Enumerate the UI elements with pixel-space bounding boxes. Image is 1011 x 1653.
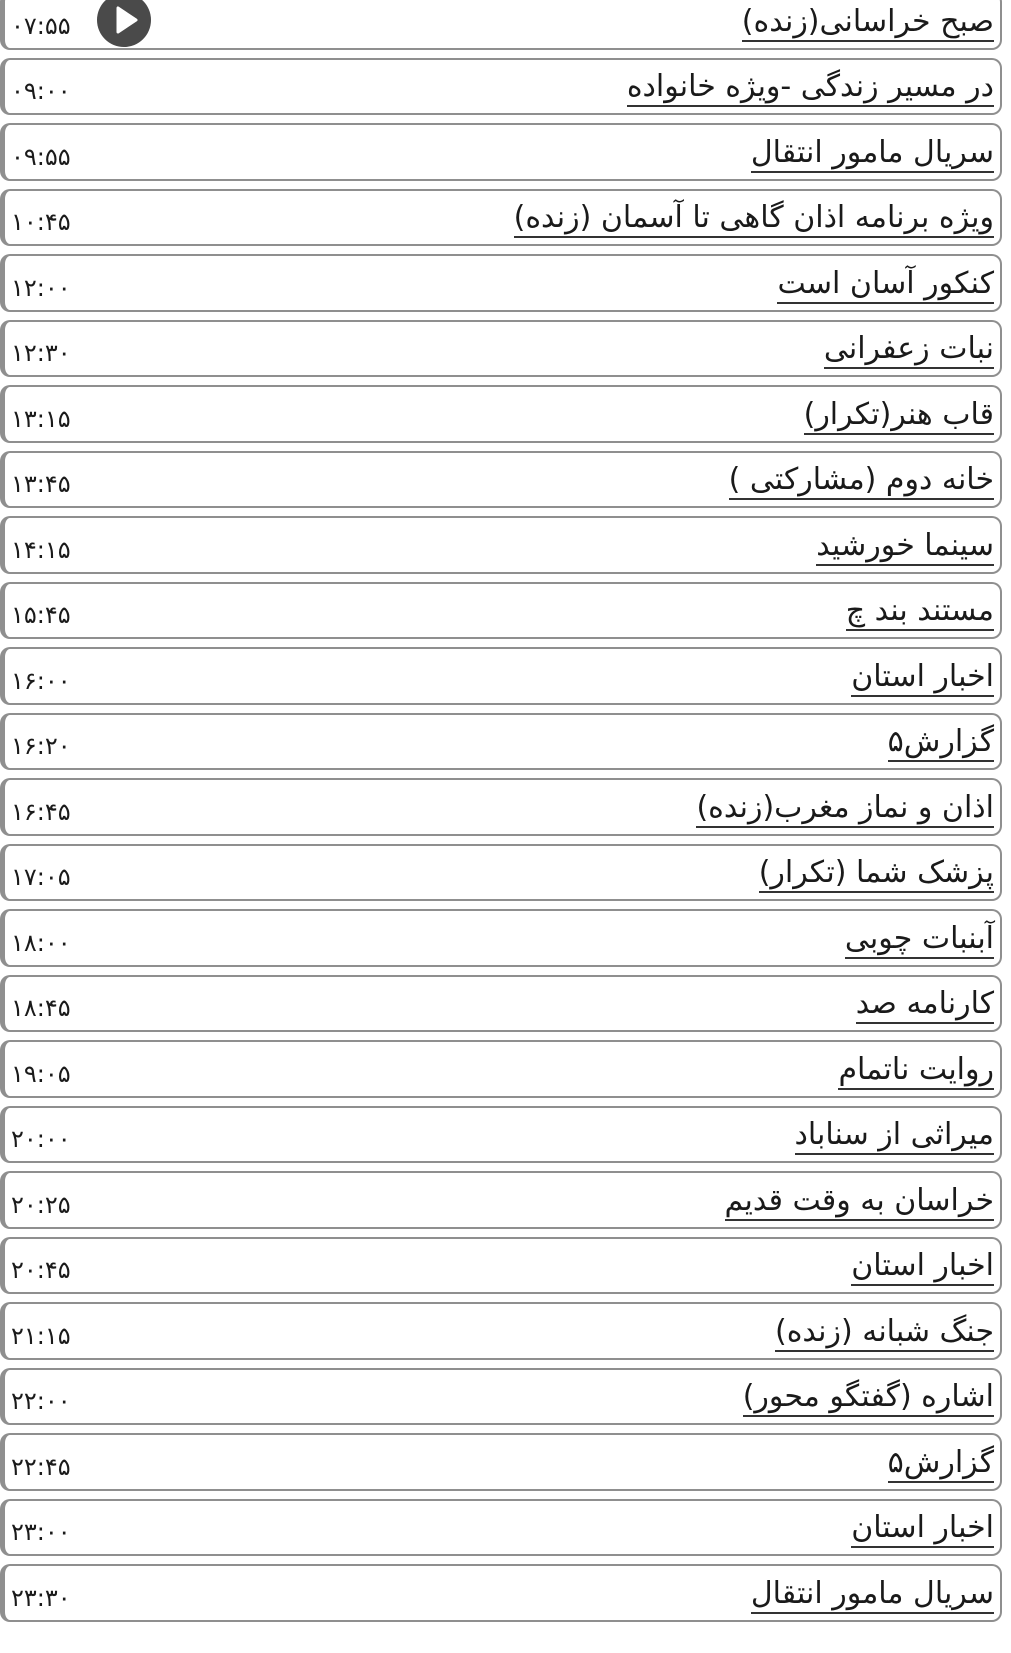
program-title: خانه دوم (مشارکتی ) bbox=[729, 463, 994, 500]
program-row[interactable] bbox=[0, 189, 1002, 247]
program-row[interactable] bbox=[0, 58, 1002, 116]
program-row[interactable] bbox=[0, 1106, 1002, 1164]
program-title: گزارش۵ bbox=[888, 725, 994, 762]
program-title: کنکور آسان است bbox=[777, 267, 994, 304]
program-row[interactable] bbox=[0, 975, 1002, 1033]
program-title: ویژه برنامه اذان گاهی تا آسمان (زنده) bbox=[514, 201, 994, 238]
program-row[interactable] bbox=[0, 385, 1002, 443]
program-row[interactable] bbox=[0, 0, 1002, 50]
program-title: مستند بند چ bbox=[846, 594, 994, 631]
program-row[interactable] bbox=[0, 1433, 1002, 1491]
program-row[interactable] bbox=[0, 778, 1002, 836]
program-time: ۲۰:۲۵ bbox=[11, 1190, 71, 1219]
program-time: ۱۷:۰۵ bbox=[11, 863, 71, 891]
program-title: روایت ناتمام bbox=[838, 1053, 994, 1090]
program-title: خراسان به وقت قدیم bbox=[725, 1184, 994, 1221]
program-title: سریال مامور انتقال bbox=[751, 136, 994, 173]
program-row[interactable] bbox=[0, 254, 1002, 312]
program-row[interactable] bbox=[0, 123, 1002, 181]
program-title: نبات زعفرانی bbox=[824, 332, 994, 369]
program-time: ۱۵:۴۵ bbox=[11, 601, 71, 629]
program-row[interactable] bbox=[0, 844, 1002, 902]
program-time: ۱۰:۴۵ bbox=[11, 208, 71, 236]
program-row[interactable] bbox=[0, 1499, 1002, 1557]
program-time: ۱۳:۴۵ bbox=[11, 470, 71, 498]
program-row[interactable] bbox=[0, 582, 1002, 640]
program-row[interactable] bbox=[0, 713, 1002, 771]
program-time: ۱۲:۰۰ bbox=[11, 273, 71, 302]
program-time: ۱۶:۴۵ bbox=[11, 797, 71, 826]
program-time: ۲۳:۰۰ bbox=[11, 1518, 71, 1546]
program-title: جنگ شبانه (زنده) bbox=[775, 1315, 994, 1352]
program-time: ۱۶:۰۰ bbox=[11, 666, 71, 695]
program-title: اخبار استان bbox=[851, 1511, 994, 1548]
program-time: ۱۸:۴۵ bbox=[11, 994, 71, 1022]
play-button[interactable] bbox=[97, 0, 151, 47]
program-title: کارنامه صد bbox=[856, 987, 994, 1024]
program-row[interactable] bbox=[0, 516, 1002, 574]
program-time: ۲۰:۴۵ bbox=[11, 1256, 71, 1284]
play-icon bbox=[97, 0, 151, 47]
program-title: آبنبات چوبی bbox=[845, 922, 994, 959]
program-time: ۱۳:۱۵ bbox=[11, 404, 71, 433]
program-row[interactable] bbox=[0, 1171, 1002, 1229]
program-title: میراثی از سناباد bbox=[795, 1118, 994, 1155]
program-row[interactable] bbox=[0, 451, 1002, 509]
program-time: ۱۴:۱۵ bbox=[11, 535, 71, 564]
program-row[interactable] bbox=[0, 1368, 1002, 1426]
program-row[interactable] bbox=[0, 1040, 1002, 1098]
program-row[interactable] bbox=[0, 1302, 1002, 1360]
program-row[interactable] bbox=[0, 909, 1002, 967]
program-time: ۱۹:۰۵ bbox=[11, 1059, 71, 1088]
program-title: اشاره (گفتگو محور) bbox=[743, 1380, 994, 1417]
program-title: قاب هنر(تکرار) bbox=[804, 398, 994, 435]
program-time: ۱۸:۰۰ bbox=[11, 928, 71, 957]
program-time: ۰۷:۵۵ bbox=[11, 11, 71, 40]
program-row[interactable] bbox=[0, 320, 1002, 378]
program-time: ۱۶:۲۰ bbox=[11, 732, 71, 760]
program-row[interactable] bbox=[0, 647, 1002, 705]
program-row[interactable] bbox=[0, 1237, 1002, 1295]
program-time: ۰۹:۵۵ bbox=[11, 142, 71, 171]
program-title: اخبار استان bbox=[851, 660, 994, 697]
program-title: گزارش۵ bbox=[888, 1446, 994, 1483]
program-time: ۲۲:۴۵ bbox=[11, 1452, 71, 1481]
program-time: ۰۹:۰۰ bbox=[11, 77, 71, 105]
program-time: ۲۳:۳۰ bbox=[11, 1583, 71, 1612]
program-title: سریال مامور انتقال bbox=[751, 1577, 994, 1614]
program-time: ۱۲:۳۰ bbox=[11, 339, 71, 367]
program-time: ۲۱:۱۵ bbox=[11, 1321, 71, 1350]
program-time: ۲۲:۰۰ bbox=[11, 1387, 71, 1415]
program-title: سینما خورشید bbox=[816, 529, 994, 566]
program-title: پزشک شما (تکرار) bbox=[759, 856, 994, 893]
program-row[interactable] bbox=[0, 1564, 1002, 1622]
program-title: در مسیر زندگی -ویژه خانواده bbox=[627, 70, 994, 107]
program-title: اذان و نماز مغرب(زنده) bbox=[696, 791, 994, 828]
program-title: اخبار استان bbox=[851, 1249, 994, 1286]
program-time: ۲۰:۰۰ bbox=[11, 1125, 71, 1153]
program-title: صبح خراسانی(زنده) bbox=[742, 5, 994, 42]
